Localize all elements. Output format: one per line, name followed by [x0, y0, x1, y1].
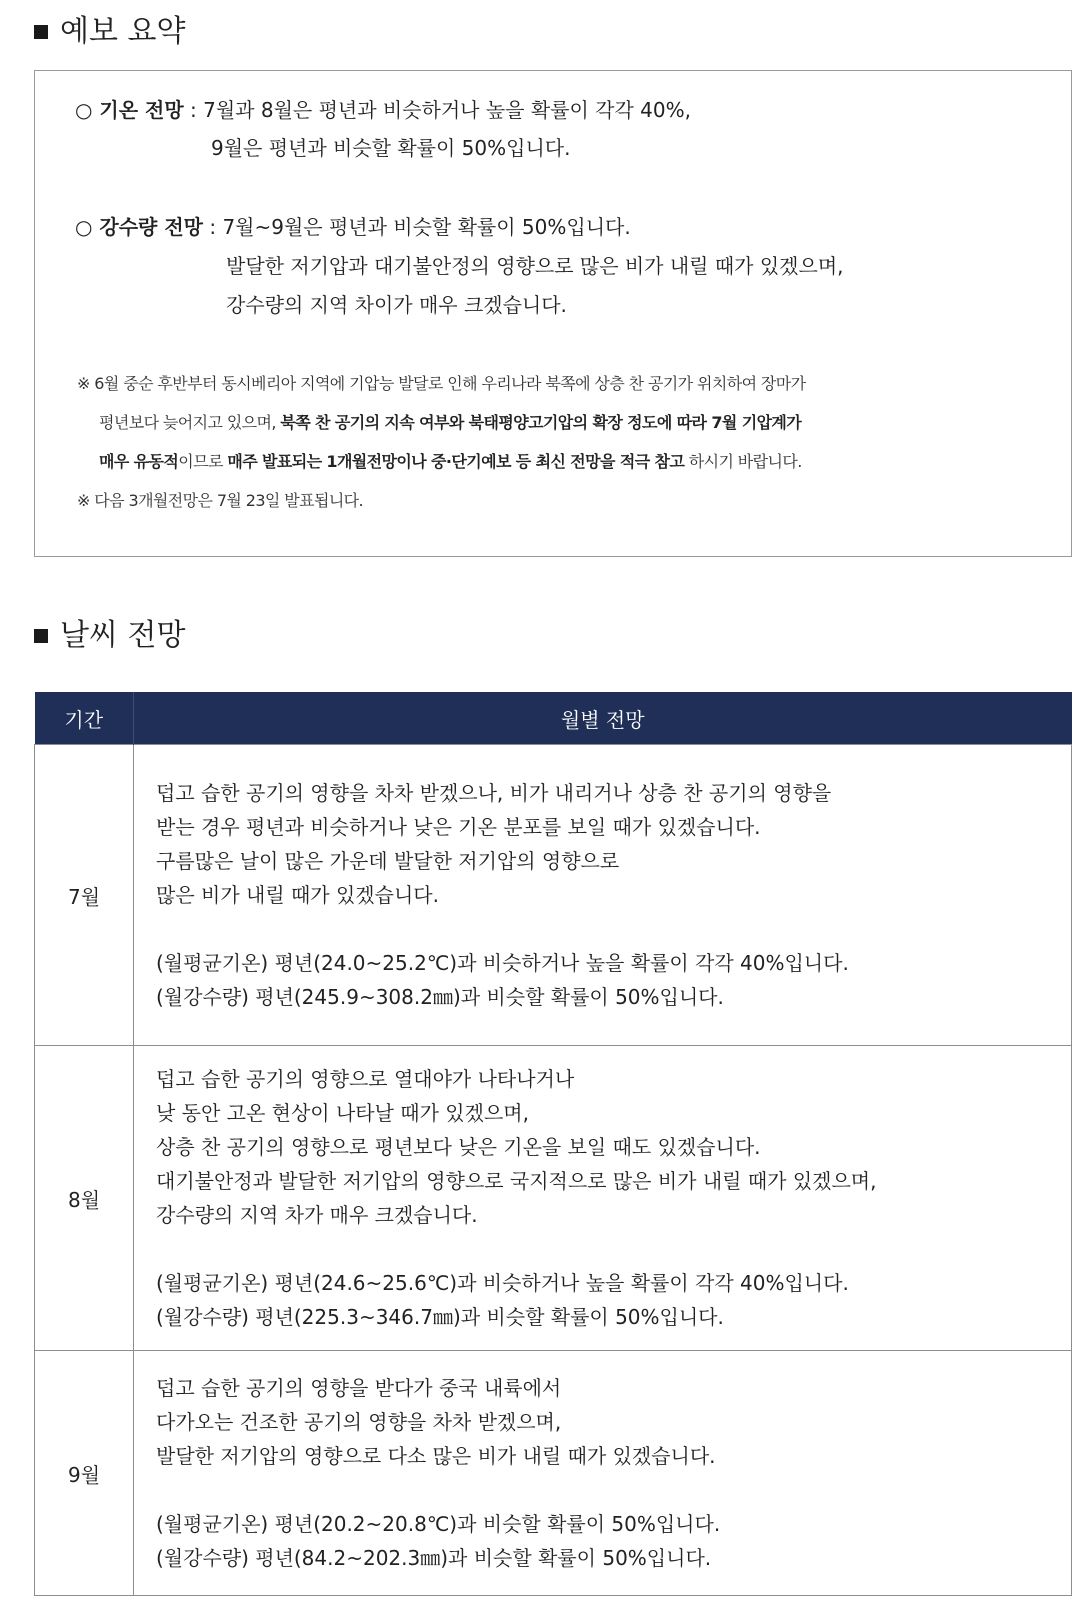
- note1-line2-b: 북쪽 찬 공기의 지속 여부와 북태평양고기압의 확장 정도에 따라 7월 기압계가: [280, 413, 802, 432]
- temp-line: (월평균기온) 평년(20.2~20.8℃)과 비슷할 확률이 50%입니다.: [156, 1512, 721, 1536]
- desc-line: 받는 경우 평년과 비슷하거나 낮은 기온 분포를 보일 때가 있겠습니다.: [156, 815, 761, 839]
- desc-line: 발달한 저기압의 영향으로 다소 많은 비가 내릴 때가 있겠습니다.: [156, 1444, 716, 1468]
- table-row-july: [35, 745, 1072, 1046]
- precip-outlook-label: ○ 강수량 전망: [75, 215, 203, 239]
- note1-line3-b: 이므로: [178, 452, 223, 471]
- period-cell: 9월: [35, 1351, 134, 1596]
- note1-line3-d: 하시기 바랍니다.: [688, 452, 802, 471]
- note2: ※ 다음 3개월전망은 7월 23일 발표됩니다.: [77, 491, 364, 510]
- precip-outlook-line1: [75, 212, 631, 242]
- precip-line: (월강수량) 평년(245.9~308.2㎜)과 비슷할 확률이 50%입니다.: [156, 985, 724, 1009]
- desc-line: 구름많은 날이 많은 가운데 발달한 저기압의 영향으로: [156, 849, 620, 873]
- weather-heading: [34, 616, 185, 656]
- column-header-period: 기간: [35, 692, 134, 745]
- temp-outlook-line1: [75, 95, 691, 125]
- description-cell: [134, 745, 1072, 1046]
- temp-line: (월평균기온) 평년(24.6~25.6℃)과 비슷하거나 높을 확률이 각각 40%입니다.: [156, 1271, 849, 1295]
- note1-line3-c: 매주 발표되는 1개월전망이나 중·단기예보 등 최신 전망을 적극 참고: [227, 452, 685, 471]
- table-row-august: [35, 1046, 1072, 1351]
- temp-line: (월평균기온) 평년(24.0~25.2℃)과 비슷하거나 높을 확률이 각각 40%입니다.: [156, 951, 849, 975]
- summary-heading: [34, 12, 185, 52]
- monthly-forecast-table: [34, 692, 1072, 1596]
- temp-outlook-text1: 7월과 8월은 평년과 비슷하거나 높을 확률이 각각 40%,: [203, 98, 691, 122]
- weather-heading-text: 날씨 전망: [60, 618, 186, 653]
- precip-line: (월강수량) 평년(84.2~202.3㎜)과 비슷할 확률이 50%입니다.: [156, 1546, 712, 1570]
- temp-outlook-sep: :: [190, 98, 197, 122]
- desc-line: 강수량의 지역 차가 매우 크겠습니다.: [156, 1203, 478, 1227]
- desc-line: 낮 동안 고온 현상이 나타날 때가 있겠으며,: [156, 1101, 529, 1125]
- square-bullet-icon: [34, 25, 48, 39]
- desc-line: 상층 찬 공기의 영향으로 평년보다 낮은 기온을 보일 때도 있겠습니다.: [156, 1135, 761, 1159]
- period-cell: 7월: [35, 745, 134, 1046]
- note1-line2: [99, 410, 801, 436]
- note1-line3: [99, 449, 802, 475]
- temp-outlook-text2: 9월은 평년과 비슷할 확률이 50%입니다.: [211, 136, 571, 160]
- desc-line: 대기불안정과 발달한 저기압의 영향으로 국지적으로 많은 비가 내릴 때가 있겠으며,: [156, 1169, 877, 1193]
- precip-outlook-text2: 발달한 저기압과 대기불안정의 영향으로 많은 비가 내릴 때가 있겠으며,: [226, 254, 844, 278]
- desc-line: 많은 비가 내릴 때가 있겠습니다.: [156, 883, 439, 907]
- precip-outlook-sep: :: [209, 215, 217, 239]
- table-row-september: [35, 1351, 1072, 1596]
- description-cell: [134, 1046, 1072, 1351]
- precip-outlook-text3: 강수량의 지역 차이가 매우 크겠습니다.: [226, 293, 567, 317]
- desc-line: 다가오는 건조한 공기의 영향을 차차 받겠으며,: [156, 1410, 562, 1434]
- description-cell: [134, 1351, 1072, 1596]
- desc-line: 덥고 습한 공기의 영향으로 열대야가 나타나거나: [156, 1067, 575, 1091]
- desc-line: 덥고 습한 공기의 영향을 받다가 중국 내륙에서: [156, 1376, 562, 1400]
- square-bullet-icon: [34, 629, 48, 643]
- note1-line3-a: 매우 유동적: [99, 452, 179, 471]
- desc-line: 덥고 습한 공기의 영향을 차차 받겠으나, 비가 내리거나 상층 찬 공기의 영향을: [156, 781, 832, 805]
- period-cell: 8월: [35, 1046, 134, 1351]
- precip-line: (월강수량) 평년(225.3~346.7㎜)과 비슷할 확률이 50%입니다.: [156, 1305, 724, 1329]
- note1-line1: ※ 6월 중순 후반부터 동시베리아 지역에 기압능 발달로 인해 우리나라 북쪽에 상층 찬 공기가 위치하여 장마가: [77, 374, 806, 393]
- precip-outlook-text1: 7월~9월은 평년과 비슷할 확률이 50%입니다.: [222, 215, 631, 239]
- column-header-monthly: 월별 전망: [134, 692, 1072, 745]
- summary-heading-text: 예보 요약: [60, 14, 186, 49]
- table-header-row: [35, 692, 1072, 745]
- temp-outlook-label: ○ 기온 전망: [75, 98, 184, 122]
- forecast-summary-box: [34, 70, 1072, 557]
- note1-line2-a: 평년보다 늦어지고 있으며,: [99, 413, 276, 432]
